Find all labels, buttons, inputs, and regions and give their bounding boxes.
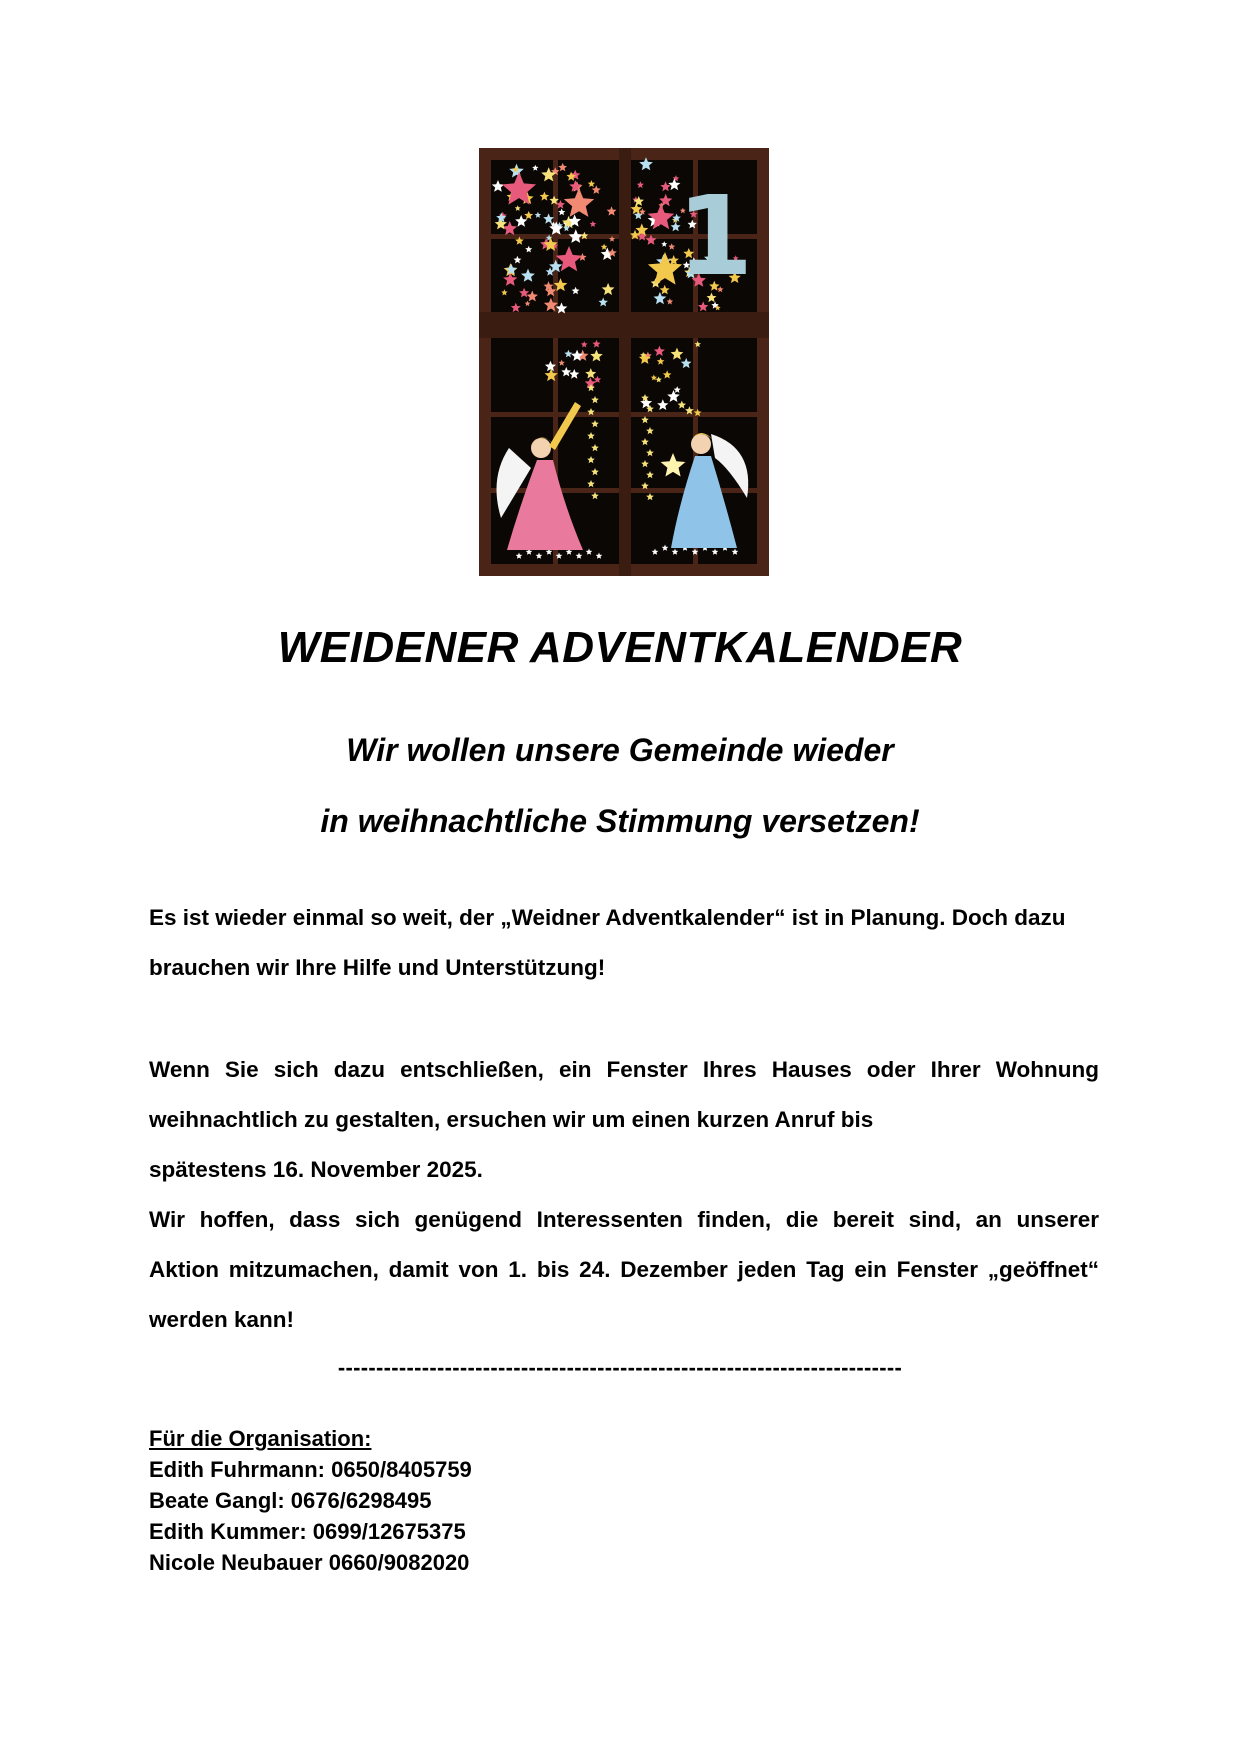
muntin [631,412,757,417]
intro-line-2: brauchen wir Ihre Hilfe und Unterstützung! [149,955,606,980]
angel-head [531,438,551,458]
organisation-heading: Für die Organisation: [149,1426,372,1451]
details-line-6: werden kann! [149,1307,295,1332]
organisation-block [149,1423,849,1578]
contact-line: Edith Fuhrmann: 0650/8405759 [149,1457,472,1482]
intro-paragraph [149,893,1099,993]
details-line-4: Wir hoffen, dass sich genügend Interessenten finden, die bereit sind, an unserer [149,1207,1099,1232]
advent-day-numeral: 1 [676,172,754,300]
details-line-1: Wenn Sie sich dazu entschließen, ein Fenster Ihres Hauses oder Ihrer Wohnung [149,1057,1099,1082]
intro-line-1: Es ist wieder einmal so weit, der „Weidner Adventkalender“ ist in Planung. Doch dazu [149,905,1066,930]
page-title: WEIDENER ADVENTKALENDER [277,623,963,672]
advent-window-image [479,148,769,576]
angel-head [691,434,711,454]
subtitle-line-1: Wir wollen unsere Gemeinde wieder [346,732,894,768]
window-numeral [677,172,754,300]
details-line-5: Aktion mitzumachen, damit von 1. bis 24. Dezember jeden Tag ein Fenster „geöffnet“ [149,1257,1099,1282]
muntin [491,234,619,239]
contact-line: Nicole Neubauer 0660/9082020 [149,1550,470,1575]
center-mullion [619,148,631,576]
muntin [491,412,619,417]
details-paragraph [149,1045,1099,1345]
subtitle-line-2: in weihnachtliche Stimmung versetzen! [320,803,920,839]
dashed-divider: -------------------------------------------------------------------------- [337,1355,903,1380]
details-line-3: spätestens 16. November 2025. [149,1157,483,1182]
details-line-2: weihnachtlich zu gestalten, ersuchen wir um einen kurzen Anruf bis [149,1107,874,1132]
contact-line: Beate Gangl: 0676/6298495 [149,1488,432,1513]
contact-line: Edith Kummer: 0699/12675375 [149,1519,466,1544]
transom [479,312,769,338]
